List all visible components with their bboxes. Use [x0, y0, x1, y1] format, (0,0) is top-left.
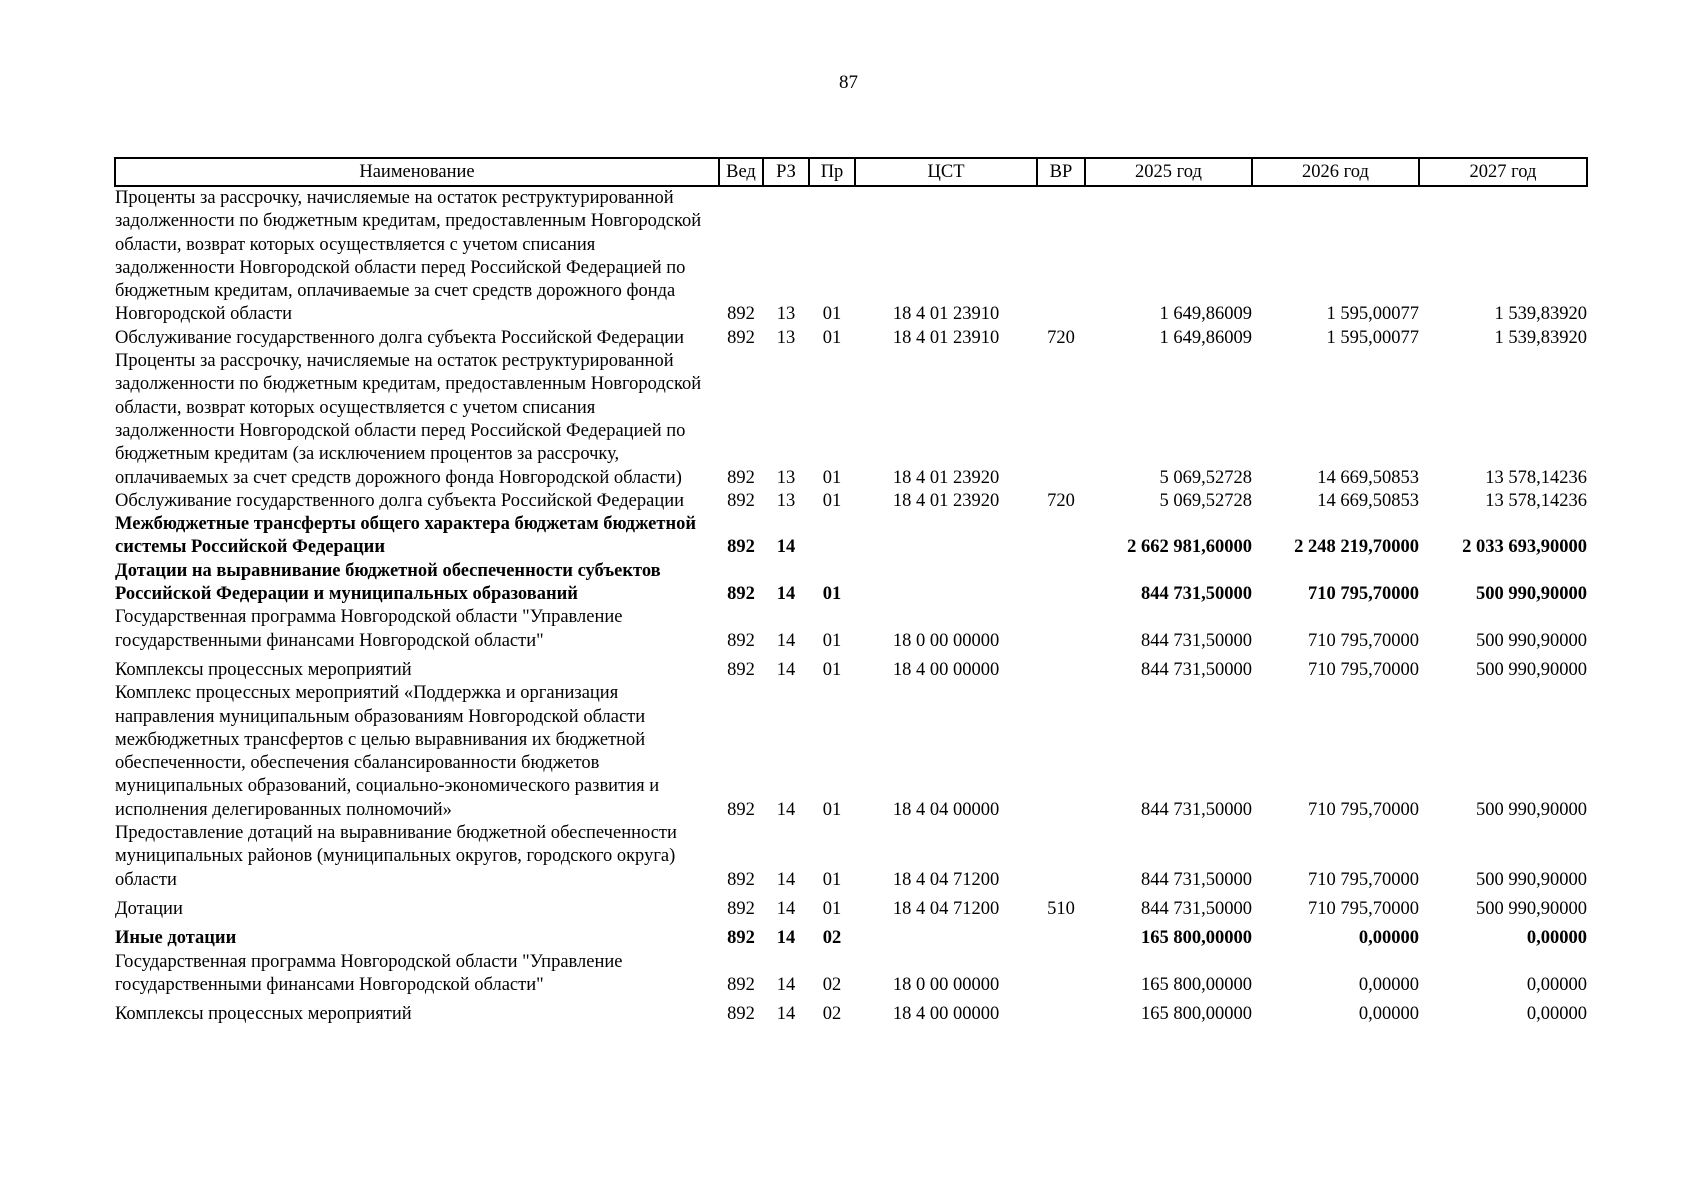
cell-2027: 2 033 693,90000	[1462, 537, 1587, 558]
cell-pr: 01	[822, 490, 842, 511]
cell-pr: 01	[822, 327, 842, 348]
cell-pr: 01	[822, 898, 842, 919]
cell-cst: 18 4 01 23910	[892, 304, 1000, 325]
header-2026: 2026 год	[1252, 158, 1419, 186]
cell-name: Предоставление дотаций на выравнивание бюджетной обеспеченности муниципальных районов (муниципальных округов, городского округа) области	[115, 823, 677, 890]
cell-2025: 5 069,52728	[1159, 490, 1252, 511]
cell-ved: 892	[727, 928, 755, 949]
cell-cst: 18 4 01 23920	[892, 490, 1000, 511]
header-name: Наименование	[115, 158, 719, 186]
cell-rz: 14	[776, 974, 796, 995]
cell-ved: 892	[727, 630, 755, 651]
cell-vr	[1037, 513, 1085, 560]
cell-name: Государственная программа Новгородской области "Управление государственными финансами Новгородской области"	[115, 607, 623, 651]
cell-rz: 14	[776, 630, 796, 651]
cell-name: Проценты за рассрочку, начисляемые на остаток реструктурированной задолженности по бюджетным кредитам, предоставленным Новгородской области, возврат которых осуществляется с учетом списания задолженности Новгородской области перед Российской Федерацией по бюджетным кредитам (за исключением процентов за рассрочку, оплачиваемых за счет средств дорожного фонда Новгородской области)	[115, 351, 702, 488]
cell-rz: 14	[776, 869, 796, 890]
cell-ved: 892	[727, 490, 755, 511]
cell-2026: 0,00000	[1358, 928, 1419, 949]
table-row	[115, 490, 1587, 513]
cell-2025: 844 731,50000	[1141, 659, 1252, 680]
cell-2025: 844 731,50000	[1141, 799, 1252, 820]
cell-2027: 500 990,90000	[1476, 659, 1587, 680]
cell-2025: 2 662 981,60000	[1127, 537, 1252, 558]
cell-pr: 02	[822, 1004, 842, 1025]
cell-2026: 710 795,70000	[1308, 659, 1419, 680]
cell-name: Государственная программа Новгородской области "Управление государственными финансами Новгородской области"	[115, 951, 623, 995]
cell-vr: 720	[1047, 490, 1075, 511]
table-row	[115, 997, 1587, 1026]
table-row	[115, 682, 1587, 822]
cell-vr: 720	[1047, 327, 1075, 348]
cell-2025: 844 731,50000	[1141, 630, 1252, 651]
cell-2026: 1 595,00077	[1326, 304, 1419, 325]
table-header	[115, 158, 1587, 186]
cell-pr: 01	[822, 659, 842, 680]
cell-rz: 13	[776, 304, 796, 325]
table-row	[115, 822, 1587, 892]
cell-name: Обслуживание государственного долга субъекта Российской Федерации	[115, 490, 685, 511]
cell-ved: 892	[727, 974, 755, 995]
cell-ved: 892	[727, 1004, 755, 1025]
cell-rz: 14	[776, 928, 796, 949]
cell-2025: 165 800,00000	[1141, 974, 1252, 995]
header-rz: РЗ	[763, 158, 809, 186]
cell-cst: 18 4 04 71200	[892, 869, 1000, 890]
cell-vr	[1037, 822, 1085, 892]
cell-name: Проценты за рассрочку, начисляемые на остаток реструктурированной задолженности по бюджетным кредитам, предоставленным Новгородской области, возврат которых осуществляется с учетом списания задолженности Новгородской области перед Российской Федерацией по бюджетным кредитам, оплачиваемые за счет средств дорожного фонда Новгородской области	[115, 188, 702, 325]
table-row	[115, 892, 1587, 921]
cell-cst: 18 4 01 23910	[892, 327, 1000, 348]
table-row	[115, 606, 1587, 653]
cell-cst: 18 4 00 00000	[892, 659, 1000, 680]
cell-ved: 892	[727, 537, 755, 558]
cell-vr	[1037, 560, 1085, 607]
cell-2027: 500 990,90000	[1476, 630, 1587, 651]
cell-2027: 500 990,90000	[1476, 584, 1587, 605]
header-cst: ЦСТ	[855, 158, 1037, 186]
cell-2026: 1 595,00077	[1326, 327, 1419, 348]
table-row	[115, 513, 1587, 560]
cell-vr	[1037, 951, 1085, 998]
cell-ved: 892	[727, 304, 755, 325]
cell-2025: 844 731,50000	[1141, 584, 1252, 605]
table-row	[115, 951, 1587, 998]
cell-2025: 1 649,86009	[1159, 304, 1252, 325]
cell-vr	[1037, 350, 1085, 490]
table-row	[115, 327, 1587, 350]
cell-vr	[1037, 921, 1085, 950]
cell-name: Комплексы процессных мероприятий	[115, 1004, 412, 1025]
cell-vr	[1037, 682, 1085, 822]
cell-pr: 02	[822, 974, 842, 995]
cell-2026: 710 795,70000	[1308, 869, 1419, 890]
cell-2027: 1 539,83920	[1494, 304, 1587, 325]
cell-2025: 5 069,52728	[1159, 467, 1252, 488]
cell-ved: 892	[727, 584, 755, 605]
cell-2027: 500 990,90000	[1476, 799, 1587, 820]
cell-rz: 13	[776, 467, 796, 488]
cell-2026: 710 795,70000	[1308, 799, 1419, 820]
cell-2026: 0,00000	[1358, 974, 1419, 995]
header-2027: 2027 год	[1419, 158, 1587, 186]
cell-rz: 13	[776, 490, 796, 511]
cell-name: Обслуживание государственного долга субъекта Российской Федерации	[115, 327, 685, 348]
cell-cst: 18 4 00 00000	[892, 1004, 1000, 1025]
cell-vr	[1037, 186, 1085, 327]
cell-ved: 892	[727, 327, 755, 348]
cell-pr: 01	[822, 869, 842, 890]
page-number: 87	[839, 72, 858, 93]
cell-2025: 844 731,50000	[1141, 869, 1252, 890]
cell-name: Дотации на выравнивание бюджетной обеспеченности субъектов Российской Федерации и муниципальных образований	[115, 560, 661, 605]
cell-2026: 710 795,70000	[1308, 898, 1419, 919]
cell-name: Иные дотации	[115, 928, 237, 949]
cell-2026: 14 669,50853	[1317, 467, 1419, 488]
budget-table	[114, 157, 1588, 1026]
cell-2026: 14 669,50853	[1317, 490, 1419, 511]
cell-name: Комплексы процессных мероприятий	[115, 659, 412, 680]
cell-cst	[855, 560, 1037, 607]
table-row	[115, 921, 1587, 950]
cell-cst: 18 0 00 00000	[892, 630, 1000, 651]
cell-2027: 0,00000	[1526, 974, 1587, 995]
cell-pr: 01	[822, 467, 842, 488]
cell-pr: 02	[822, 928, 842, 949]
cell-pr: 01	[822, 304, 842, 325]
cell-ved: 892	[727, 898, 755, 919]
cell-2026: 710 795,70000	[1308, 584, 1419, 605]
table-row	[115, 350, 1587, 490]
cell-ved: 892	[727, 799, 755, 820]
cell-name: Комплекс процессных мероприятий «Поддержка и организация направления муниципальным образованиям Новгородской области межбюджетных трансфертов с целью выравнивания их бюджетной обеспеченности, обеспечения сбалансированности бюджетов муниципальных образований, социально-экономического развития и исполнения делегированных полномочий»	[115, 683, 660, 820]
header-pr: Пр	[809, 158, 855, 186]
cell-2025: 844 731,50000	[1141, 898, 1252, 919]
cell-rz: 14	[776, 898, 796, 919]
cell-rz: 14	[776, 659, 796, 680]
cell-rz: 14	[776, 537, 796, 558]
cell-pr: 01	[822, 799, 842, 820]
cell-2027: 13 578,14236	[1485, 490, 1587, 511]
cell-ved: 892	[727, 467, 755, 488]
cell-vr	[1037, 653, 1085, 682]
cell-2027: 1 539,83920	[1494, 327, 1587, 348]
cell-name: Дотации	[115, 898, 183, 919]
cell-2027: 500 990,90000	[1476, 869, 1587, 890]
cell-pr: 01	[822, 630, 842, 651]
cell-cst: 18 4 04 71200	[892, 898, 1000, 919]
table-row	[115, 653, 1587, 682]
table-row	[115, 186, 1587, 327]
cell-2025: 1 649,86009	[1159, 327, 1252, 348]
cell-cst: 18 4 04 00000	[892, 799, 1000, 820]
cell-2027: 13 578,14236	[1485, 467, 1587, 488]
cell-cst: 18 0 00 00000	[892, 974, 1000, 995]
cell-2027: 0,00000	[1526, 928, 1587, 949]
cell-2027: 0,00000	[1526, 1004, 1587, 1025]
cell-cst	[855, 513, 1037, 560]
cell-name: Межбюджетные трансферты общего характера бюджетам бюджетной системы Российской Федерации	[115, 514, 697, 558]
cell-2025: 165 800,00000	[1141, 1004, 1252, 1025]
header-vr: ВР	[1037, 158, 1085, 186]
cell-rz: 14	[776, 1004, 796, 1025]
cell-rz: 13	[776, 327, 796, 348]
cell-2027: 500 990,90000	[1476, 898, 1587, 919]
header-2025: 2025 год	[1085, 158, 1252, 186]
cell-vr	[1037, 606, 1085, 653]
table-body	[115, 186, 1587, 1026]
cell-vr	[1037, 997, 1085, 1026]
header-ved: Вед	[719, 158, 763, 186]
cell-ved: 892	[727, 869, 755, 890]
cell-cst: 18 4 01 23920	[892, 467, 1000, 488]
cell-2026: 0,00000	[1358, 1004, 1419, 1025]
table-row	[115, 560, 1587, 607]
cell-2025: 165 800,00000	[1141, 928, 1252, 949]
cell-pr	[809, 513, 855, 560]
cell-ved: 892	[727, 659, 755, 680]
cell-2026: 710 795,70000	[1308, 630, 1419, 651]
cell-pr: 01	[822, 584, 842, 605]
cell-rz: 14	[776, 799, 796, 820]
cell-cst	[855, 921, 1037, 950]
cell-vr: 510	[1047, 898, 1075, 919]
cell-rz: 14	[776, 584, 796, 605]
cell-2026: 2 248 219,70000	[1294, 537, 1419, 558]
